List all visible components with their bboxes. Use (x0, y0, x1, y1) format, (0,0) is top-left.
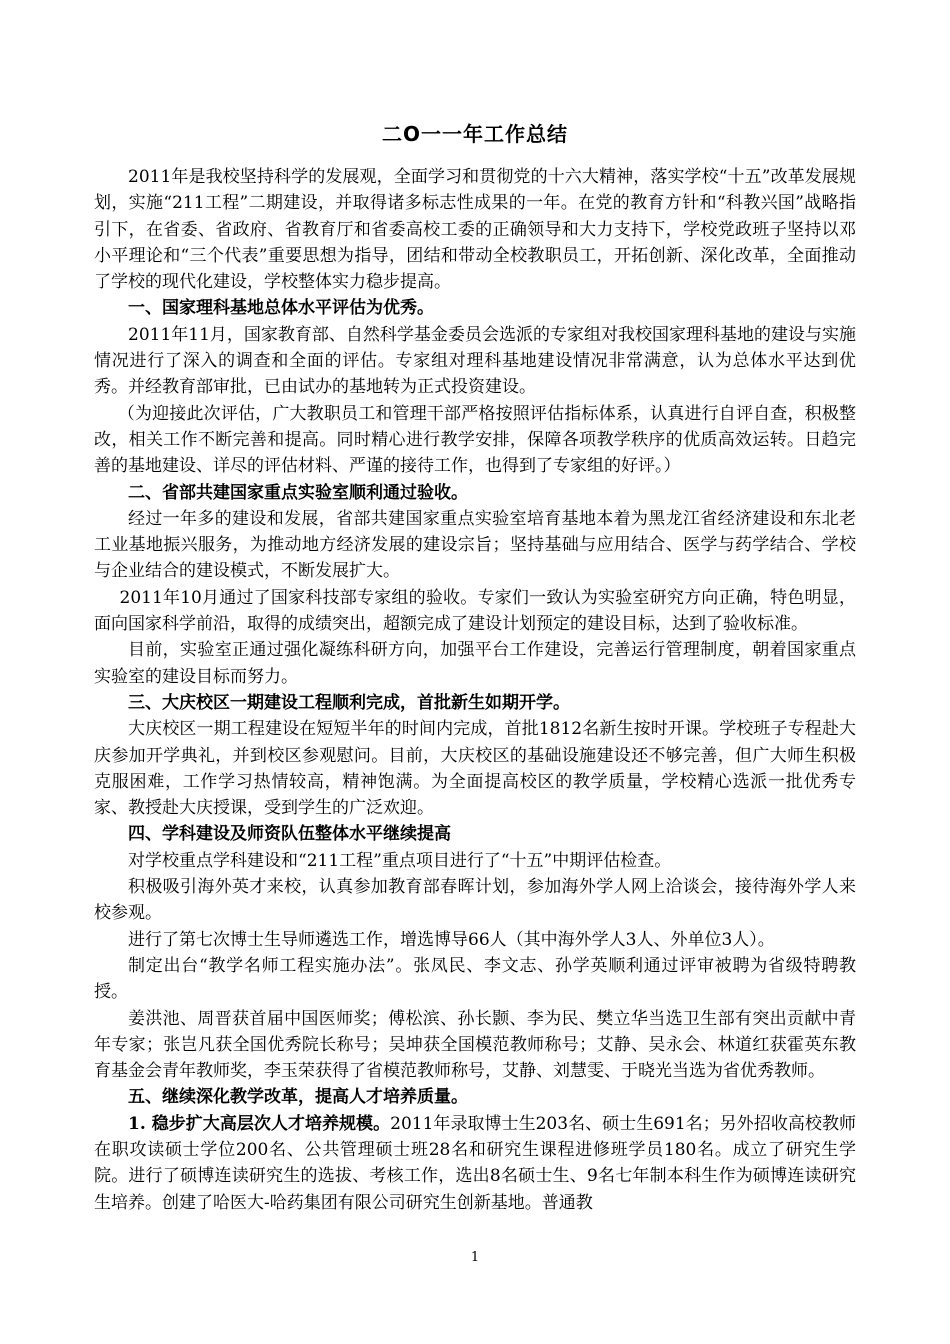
section-heading-5: 五、继续深化教学改革，提高人才培养质量。 (128, 1087, 468, 1108)
section-heading-3: 三、大庆校区一期建设工程顺利完成，首批新生如期开学。 (128, 692, 570, 713)
paragraph: 目前，实验室正通过强化凝练科研方向，加强平台工作建设，完善运行管理制度，朝着国家重点实验室的建设目标而努力。 (94, 640, 856, 687)
paragraph: （为迎接此次评估，广大教职员工和管理干部严格按照评估指标体系，认真进行自评自查，积极整改，相关工作不断完善和提高。同时精心进行教学安排，保障各项教学秩序的优质高效运转。日趋完善的基地建设、详尽的评估材料、严谨的接待工作，也得到了专家组的好评。） (94, 403, 856, 477)
paragraph: 大庆校区一期工程建设在短短半年的时间内完成，首批1812名新生按时开课。学校班子专程赴大庆参加开学典礼，并到校区参观慰问。目前，大庆校区的基础设施建设还不够完善，但广大师生积极克服困难，工作学习热情较高，精神饱满。为全面提高校区的教学质量，学校精心选派一批优秀专家、教授赴大庆授课，受到学生的广泛欢迎。 (94, 719, 856, 819)
document-body (94, 164, 856, 1216)
section-heading-1: 一、国家理科基地总体水平评估为优秀。 (128, 298, 434, 319)
paragraph: 进行了第七次博士生导师遴选工作，增选博导66人（其中海外学人3人、外单位3人）。 (128, 929, 775, 950)
page-number: 1 (470, 1250, 480, 1265)
paragraph: 经过一年多的建设和发展，省部共建国家重点实验室培育基地本着为黑龙江省经济建设和东北老工业基地振兴服务，为推动地方经济发展的建设宗旨；坚持基础与应用结合、医学与药学结合、学校与企业结合的建设模式，不断发展扩大。 (94, 508, 856, 582)
paragraph-with-lead (94, 1111, 856, 1216)
paragraph: 2011年11月，国家教育部、自然科学基金委员会选派的专家组对我校国家理科基地的建设与实施情况进行了深入的调查和全面的评估。专家组对理科基地建设情况非常满意，认为总体水平达到优秀。并经教育部审批，已由试办的基地转为正式投资建设。 (94, 324, 856, 398)
paragraph-lead: 1. 稳步扩大高层次人才培养规模。 (128, 1113, 391, 1134)
paragraph: 姜洪池、周晋获首届中国医师奖；傅松滨、孙长颢、李为民、樊立华当选卫生部有突出贡献中青年专家；张岂凡获全国优秀院长称号；吴坤获全国模范教师称号；艾静、吴永会、林道红获霍英东教育基金会青年教师奖，李玉荣获得了省模范教师称号，艾静、刘慧雯、于晓光当选为省优秀教师。 (94, 1008, 856, 1082)
paragraph: 制定出台“教学名师工程实施办法”。张凤民、李文志、孙学英顺利通过评审被聘为省级特聘教授。 (94, 955, 856, 1003)
paragraph: 2011年10月通过了国家科技部专家组的验收。专家们一致认为实验室研究方向正确，特色明显，面向国家科学前沿，取得的成绩突出，超额完成了建设计划预定的建设目标，达到了验收标准。 (94, 587, 856, 635)
section-heading-4: 四、学科建设及师资队伍整体水平继续提高 (128, 824, 451, 845)
paragraph: 积极吸引海外英才来校，认真参加教育部春晖计划，参加海外学人网上洽谈会，接待海外学人来校参观。 (94, 877, 856, 924)
paragraph-text: 2011年录取博士生203名、硕士生691名；另外招收高校教师在职攻读硕士学位200名、公共管理硕士班28名和研究生课程进修班学员180名。成立了研究生学院。进行了硕博连读研究生的选拔、考核工作，选出8名硕士生、9名七年制本科生作为硕博连读研究生培养。创建了哈医大-哈药集团有限公司研究生创新基地。普通教 (94, 1113, 856, 1213)
section-heading-2: 二、省部共建国家重点实验室顺利通过验收。 (128, 482, 468, 503)
paragraph-intro: 2011年是我校坚持科学的发展观，全面学习和贯彻党的十六大精神，落实学校“十五”改革发展规划，实施“211工程”二期建设，并取得诸多标志性成果的一年。在党的教育方针和“科教兴国”战略指引下，在省委、省政府、省教育厅和省委高校工委的正确领导和大力支持下，学校党政班子坚持以邓小平理论和“三个代表”重要思想为指导，团结和带动全校教职员工，开拓创新、深化改革，全面推动了学校的现代化建设，学校整体实力稳步提高。 (94, 167, 856, 293)
paragraph: 对学校重点学科建设和“211工程”重点项目进行了“十五”中期评估检查。 (128, 850, 672, 871)
document-title: 二O一一年工作总结 (381, 122, 568, 146)
